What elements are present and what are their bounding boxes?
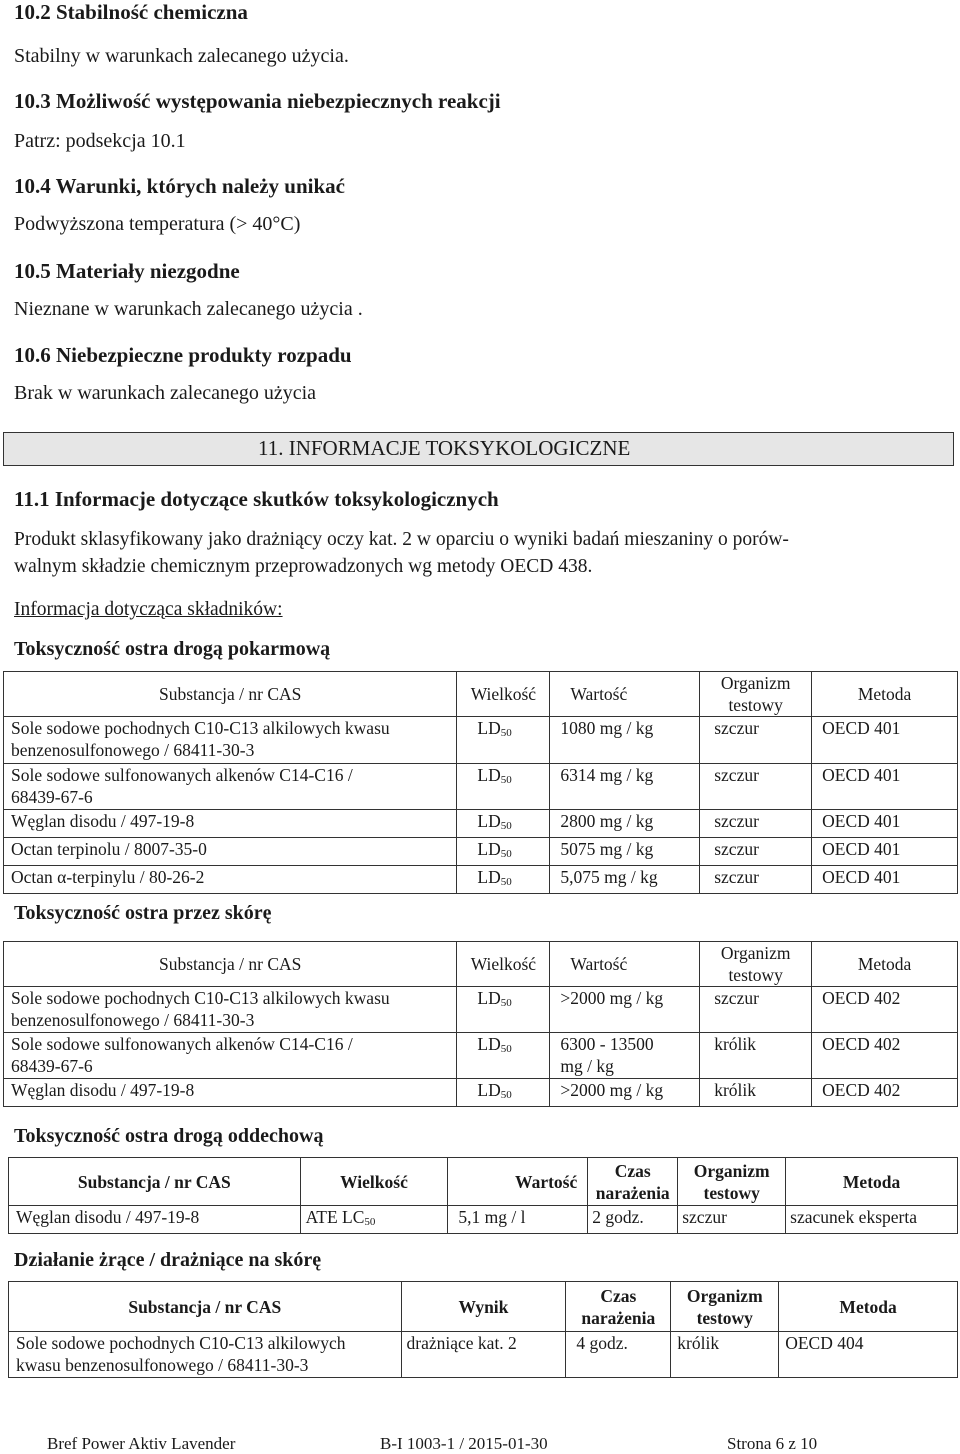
heading-10-3: 10.3 Możliwość występowania niebezpiecznych reakcji	[14, 89, 501, 113]
col-method: Metoda	[779, 1282, 958, 1332]
dermal-heading: Toksyczność ostra przez skórę	[14, 902, 272, 924]
inhal-header-row	[9, 1158, 958, 1206]
heading-10-2: 10.2 Stabilność chemiczna	[14, 0, 248, 24]
method-cell: OECD 401	[812, 810, 958, 838]
organism-cell: szczur	[700, 987, 812, 1033]
col-substance: Substancja / nr CAS	[4, 942, 457, 987]
col-time: Czas narażenia	[588, 1158, 678, 1206]
col-method: Metoda	[786, 1158, 958, 1206]
col-size: Wielkość	[457, 942, 550, 987]
table-row	[4, 1033, 958, 1079]
col-method: Metoda	[812, 672, 958, 717]
heading-11-1: 11.1 Informacje dotyczące skutków toksykologicznych	[14, 487, 499, 511]
table-row	[4, 1079, 958, 1107]
method-cell: OECD 401	[812, 764, 958, 810]
skin-table	[8, 1281, 958, 1378]
col-size: Wielkość	[300, 1158, 448, 1206]
organism-cell: szczur	[700, 717, 812, 764]
size-cell: $LD_{50}$	[457, 987, 550, 1033]
value-cell: >2000 mg / kg	[550, 987, 700, 1033]
col-substance: Substancja / nr CAS	[9, 1158, 301, 1206]
footer-page: Strona 6 z 10	[727, 1434, 818, 1453]
table-row	[4, 987, 958, 1033]
method-cell: OECD 402	[812, 987, 958, 1033]
col-substance: Substancja / nr CAS	[9, 1282, 402, 1332]
col-value: Wartość	[448, 1158, 588, 1206]
col-organism: Organizm testowy	[700, 942, 812, 987]
table-row	[4, 810, 958, 838]
method-cell: OECD 401	[812, 838, 958, 866]
value-cell: 5075 mg / kg	[550, 838, 700, 866]
value-cell: 6314 mg / kg	[550, 764, 700, 810]
table-row	[4, 866, 958, 894]
size-cell: $LD_{50}$	[457, 1033, 550, 1079]
organism-cell: szczur	[700, 838, 812, 866]
size-cell: $LD_{50}$	[457, 764, 550, 810]
value-cell: 6300 - 13500 mg / kg	[550, 1033, 700, 1079]
substance-cell: Sole sodowe pochodnych C10-C13 alkilowych kwasu benzenosulfonowego / 68411-30-3	[4, 717, 457, 764]
substance-cell: Sole sodowe pochodnych C10-C13 alkilowych kwasu benzenosulfonowego / 68411-30-3	[4, 987, 457, 1033]
substance-cell: Octan α-terpinylu / 80-26-2	[4, 866, 457, 894]
value-cell: 5,075 mg / kg	[550, 866, 700, 894]
text-11-1-line2: walnym składzie chemicznym przeprowadzonych wg metody OECD 438.	[14, 556, 593, 577]
value-cell: >2000 mg / kg	[550, 1079, 700, 1107]
col-value: Wartość	[550, 942, 700, 987]
table-row	[4, 838, 958, 866]
size-cell: $LD_{50}$	[457, 866, 550, 894]
method-cell: OECD 401	[812, 866, 958, 894]
table-row	[9, 1206, 958, 1234]
substance-cell: Węglan disodu / 497-19-8	[9, 1206, 301, 1234]
footer-product: Bref Power Aktiv Lavender	[47, 1434, 236, 1453]
dermal-header-row	[4, 942, 958, 987]
value-cell: 5,1 mg / l	[448, 1206, 588, 1234]
col-time: Czas narażenia	[566, 1282, 671, 1332]
inhal-table	[8, 1157, 958, 1234]
organism-cell: szczur	[700, 764, 812, 810]
col-substance: Substancja / nr CAS	[4, 672, 457, 717]
col-organism: Organizm testowy	[671, 1282, 779, 1332]
dermal-table	[3, 941, 958, 1107]
heading-10-5: 10.5 Materiały niezgodne	[14, 259, 240, 283]
col-method: Metoda	[812, 942, 958, 987]
time-cell: 2 godz.	[588, 1206, 678, 1234]
method-cell: OECD 402	[812, 1033, 958, 1079]
oral-table	[3, 671, 958, 894]
col-organism: Organizm testowy	[678, 1158, 786, 1206]
heading-10-6: 10.6 Niebezpieczne produkty rozpadu	[14, 343, 352, 367]
size-cell: ATE $LC_{50}$	[300, 1206, 448, 1234]
organism-cell: królik	[700, 1079, 812, 1107]
components-label: Informacja dotycząca składników:	[14, 599, 283, 620]
table-row	[9, 1332, 958, 1378]
time-cell: 4 godz.	[566, 1332, 671, 1378]
text-10-3: Patrz: podsekcja 10.1	[14, 130, 186, 152]
inhal-heading: Toksyczność ostra drogą oddechową	[14, 1125, 324, 1147]
substance-cell: Sole sodowe pochodnych C10-C13 alkilowych kwasu benzenosulfonowego / 68411-30-3	[9, 1332, 402, 1378]
text-10-2: Stabilny w warunkach zalecanego użycia.	[14, 45, 349, 67]
col-size: Wielkość	[457, 672, 550, 717]
heading-10-4: 10.4 Warunki, których należy unikać	[14, 174, 345, 198]
value-cell: 1080 mg / kg	[550, 717, 700, 764]
section-11-title: 11. INFORMACJE TOKSYKOLOGICZNE	[258, 436, 631, 460]
section-11-banner	[3, 432, 954, 466]
text-10-4: Podwyższona temperatura (> 40°C)	[14, 213, 301, 235]
size-cell: $LD_{50}$	[457, 1079, 550, 1107]
method-cell: OECD 404	[779, 1332, 958, 1378]
substance-cell: Sole sodowe sulfonowanych alkenów C14-C16 / 68439-67-6	[4, 1033, 457, 1079]
oral-heading: Toksyczność ostra drogą pokarmową	[14, 638, 331, 660]
table-row	[4, 717, 958, 764]
col-result: Wynik	[401, 1282, 566, 1332]
col-value: Wartość	[550, 672, 700, 717]
skin-header-row	[9, 1282, 958, 1332]
table-row	[4, 764, 958, 810]
organism-cell: królik	[671, 1332, 779, 1378]
oral-header-row	[4, 672, 958, 717]
value-cell: 2800 mg / kg	[550, 810, 700, 838]
organism-cell: królik	[700, 1033, 812, 1079]
text-11-1-line1: Produkt sklasyfikowany jako drażniący oczy kat. 2 w oparciu o wyniki badań mieszaniny o porów-	[14, 529, 789, 550]
method-cell: szacunek eksperta	[786, 1206, 958, 1234]
skin-heading: Działanie żrące / drażniące na skórę	[14, 1249, 322, 1271]
text-10-6: Brak w warunkach zalecanego użycia	[14, 382, 317, 404]
method-cell: OECD 402	[812, 1079, 958, 1107]
size-cell: $LD_{50}$	[457, 810, 550, 838]
substance-cell: Sole sodowe sulfonowanych alkenów C14-C16 / 68439-67-6	[4, 764, 457, 810]
substance-cell: Węglan disodu / 497-19-8	[4, 1079, 457, 1107]
substance-cell: Octan terpinolu / 8007-35-0	[4, 838, 457, 866]
size-cell: $LD_{50}$	[457, 717, 550, 764]
footer-doc: B-I 1003-1 / 2015-01-30	[380, 1434, 548, 1453]
organism-cell: szczur	[700, 810, 812, 838]
result-cell: drażniące kat. 2	[401, 1332, 566, 1378]
organism-cell: szczur	[700, 866, 812, 894]
organism-cell: szczur	[678, 1206, 786, 1234]
text-10-5: Nieznane w warunkach zalecanego użycia .	[14, 298, 363, 320]
method-cell: OECD 401	[812, 717, 958, 764]
size-cell: $LD_{50}$	[457, 838, 550, 866]
col-organism: Organizm testowy	[700, 672, 812, 717]
substance-cell: Węglan disodu / 497-19-8	[4, 810, 457, 838]
